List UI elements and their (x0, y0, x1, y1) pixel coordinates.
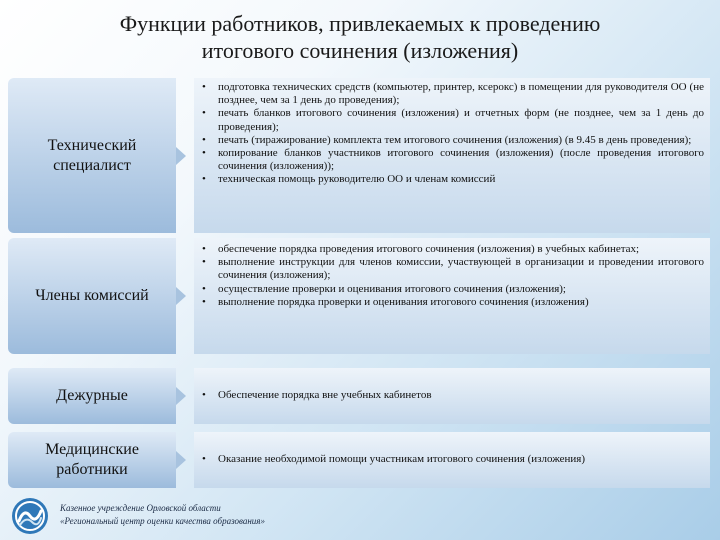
list-item: • копирование бланков участников итогового сочинения (изложения) (после проведения итогового сочинения (изложения)); (194, 147, 710, 173)
list-item: • обеспечение порядка проведения итогового сочинения (изложения) в учебных кабинетах; (194, 243, 710, 256)
section-label: Члены комиссий (8, 238, 176, 354)
title-line-1: Функции работников, привлекаемых к проведению (119, 11, 601, 36)
section-label: Технический специалист (8, 78, 176, 233)
function-list (194, 78, 710, 187)
section-body (194, 238, 710, 354)
list-item: • печать (тиражирование) комплекта тем итогового сочинения (изложения) (в 9.45 в день проведения); (194, 134, 710, 147)
list-item: • осуществление проверки и оценивания итогового сочинения (изложения); (194, 283, 710, 296)
section-body (194, 368, 710, 424)
section-body (194, 432, 710, 488)
list-item: • выполнение инструкции для членов комиссии, участвующей в организации и проведении итогового сочинения (изложения); (194, 256, 710, 282)
section-duty-officers (8, 368, 710, 424)
arrow-icon (176, 451, 186, 469)
arrow-icon (176, 147, 186, 165)
section-commission-members (8, 238, 710, 354)
page-title (40, 10, 680, 64)
section-label: Дежурные (8, 368, 176, 424)
section-body (194, 78, 710, 233)
function-list (194, 453, 591, 466)
organization-logo-icon (10, 496, 50, 536)
list-item: • Обеспечение порядка вне учебных кабинетов (194, 389, 438, 402)
function-list (194, 389, 438, 402)
footer-line-2: «Региональный центр оценки качества образования» (60, 516, 265, 526)
arrow-icon (176, 387, 186, 405)
list-item: • подготовка технических средств (компьютер, принтер, ксерокс) в помещении для руководителя ОО (не позднее, чем за 1 день до проведения); (194, 81, 710, 107)
arrow-icon (176, 287, 186, 305)
list-item: • печать бланков итогового сочинения (изложения) и отчетных форм (не позднее, чем за 1 день до проведения); (194, 107, 710, 133)
function-list (194, 238, 710, 309)
footer (8, 494, 338, 536)
footer-line-1: Казенное учреждение Орловской области (60, 503, 221, 513)
footer-text (60, 502, 265, 528)
list-item: • техническая помощь руководителю ОО и членам комиссий (194, 173, 710, 186)
section-label: Медицинские работники (8, 432, 176, 488)
list-item: • Оказание необходимой помощи участникам итогового сочинения (изложения) (194, 453, 591, 466)
section-medical-workers (8, 432, 710, 488)
section-technical-specialist (8, 78, 710, 233)
title-line-2: итогового сочинения (изложения) (201, 38, 519, 63)
list-item: • выполнение порядка проверки и оценивания итогового сочинения (изложения) (194, 296, 710, 309)
